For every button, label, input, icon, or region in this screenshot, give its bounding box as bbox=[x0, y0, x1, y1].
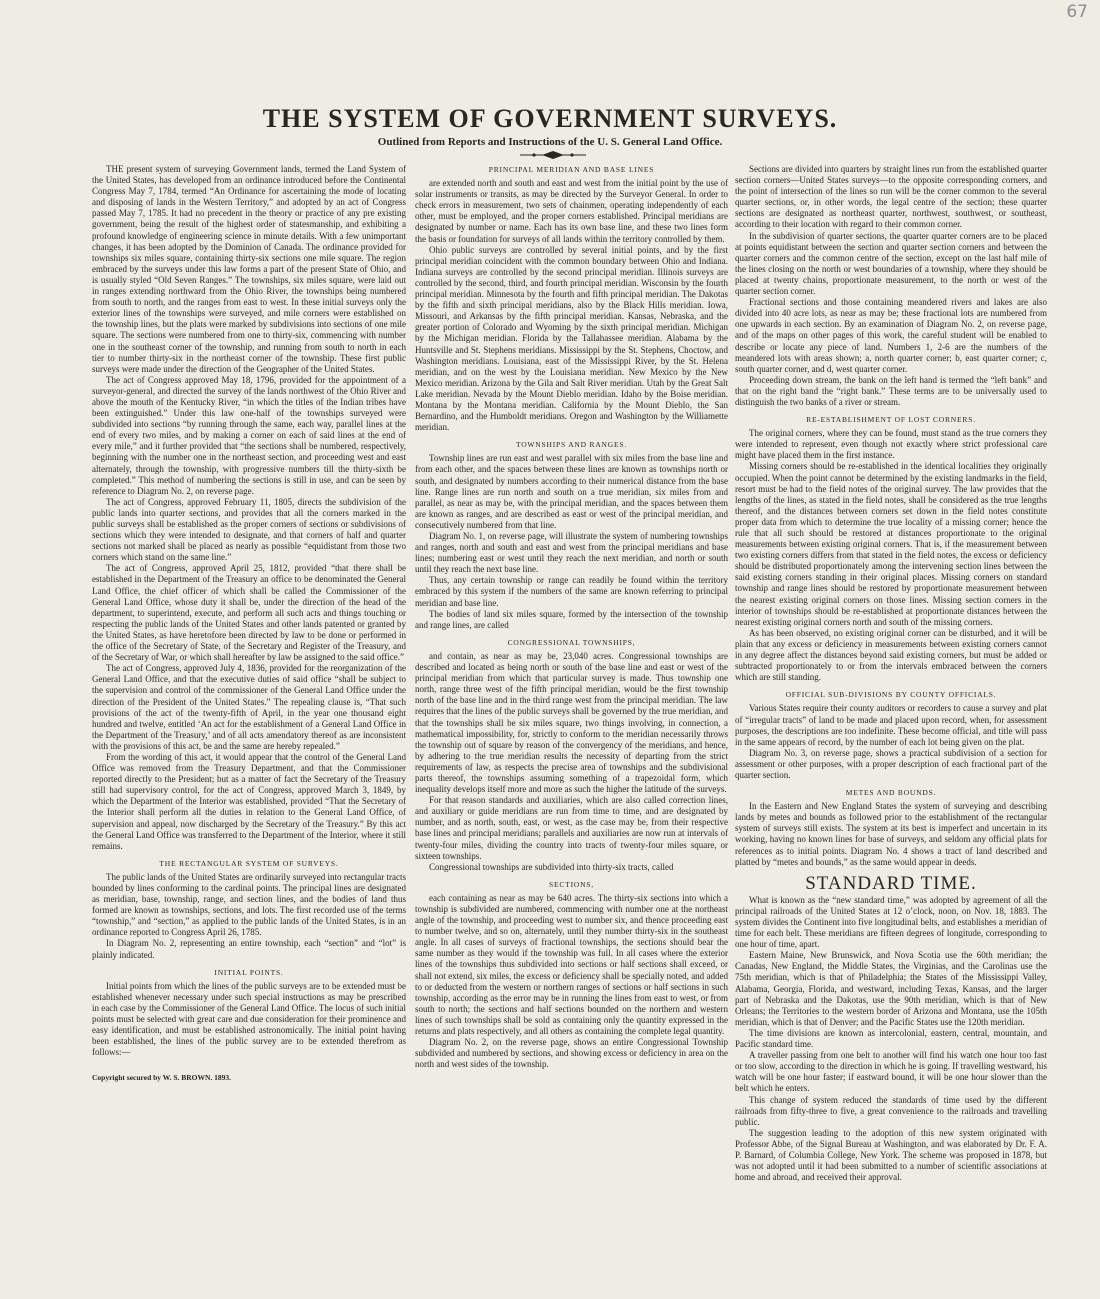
paragraph: The act of Congress, approved April 25, 1812, provided “that there shall be established in the Department of the Treasury an office to be denominated the General Land Office, the chief officer of which shall be called the Commissioner of the General Land Office, whose duty it shall be, under the direction of the head of the department, to superintend, execute, and perform all such acts and things touching or respecting the public lands of the United States and other lands patented or granted by the United States, as have heretofore been directed by law to be done or performed in the office of the Secretary of State, of the Secretary and Register of the Treasury, and of the Secretary of War, or which shall hereafter by law be assigned to the said office.” bbox=[92, 563, 406, 663]
section-heading: THE RECTANGULAR SYSTEM OF SURVEYS. bbox=[159, 858, 339, 868]
paragraph: are extended north and south and east and west from the initial point by the use of solar instruments or transits, as may be directed by the Surveyor General. In order to check errors in measurement, two sets of chainmen, operating independently of each other, must be employed, and the proper corners established. Principal meridians are designated by number or name. Each has its own base line, and these two lines form the basis or foundation for surveys of all lands within the territory controlled by them. bbox=[415, 178, 728, 244]
paragraph: Diagram No. 3, on reverse page, shows a practical subdivision of a section for assessment or other purposes, with a proper description of each fractional part of the quarter section. bbox=[735, 747, 1047, 780]
paragraph: The time divisions are known as intercolonial, eastern, central, mountain, and Pacific standard time. bbox=[735, 1027, 1047, 1050]
page-number: 67 bbox=[1066, 2, 1088, 22]
paragraph: From the wording of this act, it would appear that the control of the General Land Office was removed from the Treasury Department, and that the Commissioner reported directly to the President; but as a matter of fact the Secretary of the Treasury still had supervisory control, for the act of Congress, approved March 3, 1849, by which the Department of the Interior was established, provided “That the Secretary of the Interior shall perform all the duties in relation to the General Land Office, of supervision and appeal, now discharged by the Secretary of the Treasury.” By this act the General Land Office was transferred to the Department of the Interior, where it still remains. bbox=[92, 751, 406, 851]
paragraph: Township lines are run east and west parallel with six miles from the base line and from each other, and the spaces between these lines are known as townships north or south, and designated by numbers according to their numerical distance from the base line. Range lines are run north and south on a true meridian, six miles from and parallel, as near as may be, with the principal meridian, and the spaces between them are known as ranges, and are described as east or west of the principal meridian, and consecutively numbered from that line. bbox=[415, 453, 728, 530]
text-column-middle bbox=[415, 164, 728, 1294]
text-column-right bbox=[735, 164, 1047, 1294]
section-heading: METES AND BOUNDS. bbox=[845, 788, 937, 798]
paragraph: THE present system of surveying Government lands, termed the Land System of the United States, has developed from an ordinance introduced before the Continental Congress May 7, 1784, termed “An Ordinance for ascertaining the mode of locating and disposing of lands in the Western Territory,” and adopted by an act of Congress passed May 7, 1785. It had no precedent in the theory or practice of any pre existing government, being the result of the highest order of statesmanship, and exhibiting a profound knowledge of engineering science in minute details. With a few unimportant changes, it has been adopted by the Dominion of Canada. The ordinance provided for townships six miles square, containing thirty-six sections one mile square. The region embraced by the surveys under this law forms a part of the present State of Ohio, and is usually styled “Old Seven Ranges.” The townships, six miles square, were laid out in ranges extending northward from the Ohio River, the townships being numbered from south to north, and the ranges from east to west. In these initial surveys only the exterior lines of the townships were surveyed, and mile corners were established on the township lines, but the plats were marked by subdivisions into sections of one mile square. The sections were numbered from one to thirty-six, commencing with number one in the southeast corner of the township, and running from south to north in each tier to number thirty-six in the northeast corner of the township. These first public surveys were made under the direction of the Geographer of the United States. bbox=[92, 164, 406, 374]
paragraph: The act of Congress, approved February 11, 1805, directs the subdivision of the public lands into quarter sections, and provides that all the corners marked in the public surveys shall be established as the proper corners of sections or subdivisions of sections which they were intended to designate, and that corners of half and quarter sections not marked shall be placed as nearly as possible “equidistant from those two corners which stand on the same line.” bbox=[92, 496, 406, 563]
paragraph: The original corners, where they can be found, must stand as the true corners they were intended to represent, even though not exactly where strict professional care might have placed them in the first instance. bbox=[735, 428, 1047, 461]
section-heading: CONGRESSIONAL TOWNSHIPS, bbox=[507, 637, 636, 647]
paragraph: In the subdivision of quarter sections, the quarter quarter corners are to be placed at points equidistant between the section and quarter section corners and between the quarter corners and the common centre of the section, except on the last half mile of the lines closing on the north or west boundaries of a township, where they should be placed at twenty chains, proportionate measurement, to the north or west of the quarter section corner. bbox=[735, 230, 1047, 297]
paragraph: The bodies of land six miles square, formed by the intersection of the township and range lines, are called bbox=[415, 608, 728, 630]
paragraph: Missing corners should be re-established in the identical localities they originally occupied. When the point cannot be determined by the existing landmarks in the field, resort must be had to the field notes of the original survey. The law provides that the lengths of the lines, as stated in the field notes, shall be considered as the true lengths thereof, and the distances between corners set down in the field notes constitute proper data from which to determine the true locality of a missing corner; hence the rule that all such should be restored at distances proportionate to the original measurements between existing original corners. That is, if the measurement between two existing corners differs from that stated in the field notes, the excess or deficiency should be distributed proportionately among the intervening section lines between the said existing corners standing in their original places. Missing corners on standard township and range lines should be restored by proportionate measurement between the nearest existing original corners on those lines. Missing section corners in the interior of townships should be re-established at proportionate distances between the nearest existing original corners north and south of the missing corners. bbox=[735, 461, 1047, 627]
paragraph: The act of Congress approved May 18, 1796, provided for the appointment of a surveyor-general, and directed the survey of the lands northwest of the Ohio River and above the mouth of the Kentucky River, “in which the titles of the Indian tribes have been extinguished.” Under this law one-half of the townships surveyed were subdivided into sections “by running through the same, each way, parallel lines at the end of every two miles, and by making a corner on each of said lines at the end of every mile,” and it further provided that “the sections shall be numbered, respectively, beginning with the number one in the northeast section, and proceeding west and east alternately, through the township, with progressive numbers till the thirty-sixth be completed.” This method of numbering the sections is still in use, and can be seen by reference to Diagram No. 2, on reverse page. bbox=[92, 374, 406, 496]
paragraph: The act of Congress, approved July 4, 1836, provided for the reorganization of the General Land Office, and that the executive duties of said office “shall be subject to the supervision and control of the commissioner of the General Land Office under the direction of the President of the United States.” The repealing clause is, “That such provisions of the act of the twenty-fifth of April, in the year one thousand eight hundred and twelve, entitled ‘An act for the establishment of a General Land Office in the Department of the Treasury,’ and of all acts amendatory thereof as are inconsistent with the provisions of this act, be and the same are hereby repealed.” bbox=[92, 663, 406, 751]
paragraph: Initial points from which the lines of the public surveys are to be extended must be established whenever necessary under such special instructions as may be prescribed in each case by the Commissioner of the General Land Office. The locus of such initial points must be selected with great care and due consideration for their prominence and easy identification, and must be established astronomically. The initial point having been established, the lines of the public survey are to be extended therefrom as follows:— bbox=[92, 980, 406, 1058]
paragraph: A traveller passing from one belt to another will find his watch one hour too fast or too slow, according to the direction in which he is going. If travelling westward, his watch will be one hour faster; if eastward bound, it will be one hour slower than the belt which he enters. bbox=[735, 1050, 1047, 1094]
text-column-left bbox=[92, 164, 406, 1284]
paragraph: Various States require their county auditors or recorders to cause a survey and plat of “irregular tracts” of land to be made and placed upon record, when, for assessment purposes, the descriptions are too indefinite. These become official, and title will pass in the same appears of record, by the number of each lot being given on the plat. bbox=[735, 703, 1047, 747]
section-heading: OFFICIAL SUB-DIVISIONS BY COUNTY OFFICIALS. bbox=[785, 690, 997, 700]
paragraph: Proceeding down stream, the bank on the left hand is termed the “left bank” and that on the right band the “right bank.” These terms are to be universally used to distinguish the two banks of a river or stream. bbox=[735, 374, 1047, 407]
paragraph: Ohio public surveys are controlled by several initial points, and by the first principal meridian coincident with the common boundary between Ohio and Indiana. Indiana surveys are controlled by the second principal meridian. Illinois surveys are controlled by the second, third, and fourth principal meridian. Wisconsin by the fourth principal meridian. Minnesota by the fourth and fifth principal meridian. The Dakotas by the fifth and sixth principal meridians, also by the Black Hills meridian. Iowa, Missouri, and Arkansas by the fifth principal meridian. Kansas, Nebraska, and the greater portion of Colorado and Wyoming by the sixth principal meridian. Michigan by the Michigan meridian. Florida by the Tallahassee meridian. Alabama by the Huntsville and St. Stephens meridians. Mississippi by the St. Stephens, Choctow, and Washington meridians. Louisiana, east of the Mississippi River, by the St. Helena meridian, and on the west by the Louisiana meridian. New Mexico by the New Mexico meridian. Arizona by the Gila and Salt River meridian. Utah by the Great Salt Lake meridian. Nevada by the Mount Dieblo meridian. Idaho by the Boise meridian. Montana by the Montana meridian. California by the Mount Dieblo, the San Bernardino, and the Humboldt meridians. Oregon and Washington by the Williamette meridian. bbox=[415, 244, 728, 433]
paragraph: and contain, as near as may be, 23,040 acres. Congressional townships are described and located as being north or south of the base line and east or west of the principal meridian from which that particular survey is made. Thus township one north, range three west of the fifth principal meridian, would be the first township north of the base line and in the third range west from the principal meridian. The law requires that the lines of the public surveys shall be governed by the true meridian, and that the townships shall be six miles square, two things involving, in connection, a mathematical impossibility, for, strictly to conform to the meridian necessarily throws the township out of square by reason of the convergency of the meridians, and hence, by adhering to the true meridian results the necessity of departing from the strict requirements of law, as respects the precise area of townships and the subdivisional parts thereof, the townships assuming something of a trapezoidal form, which inequality develops itself more and more as such the higher the latitude of the surveys. bbox=[415, 650, 728, 795]
paragraph: Diagram No. 2, on the reverse page, shows an entire Congressional Township subdivided and numbered by sections, and showing excess or deficiency in area on the north and west sides of the township. bbox=[415, 1037, 728, 1070]
paragraph: The public lands of the United States are ordinarily surveyed into rectangular tracts bounded by lines conforming to the cardinal points. The principal lines are designated as meridian, base, township, range, and section lines, and the bodies of land thus formed are known as townships, sections, and lots. The first recorded use of the terms “township,” and “section,” as applied to the public lands of the United States, is in an ordinance reported to Congress April 26, 1785. bbox=[92, 871, 406, 938]
paragraph: This change of system reduced the standards of time used by the different railroads from fifty-three to five, a great convenience to the railroads and travelling public. bbox=[735, 1094, 1047, 1127]
standard-time-heading: STANDARD TIME. bbox=[805, 872, 977, 894]
document-subtitle: Outlined from Reports and Instructions of the U. S. General Land Office. bbox=[377, 136, 723, 148]
document-title: THE SYSTEM OF GOVERNMENT SURVEYS. bbox=[262, 104, 838, 133]
paragraph: Sections are divided into quarters by straight lines run from the established quarter section corners—United States surveys—to the opposite corresponding corners, and the point of intersection of the lines so run will be the corner common to the several quarter sections, or, in other words, the legal centre of the section; these quarter sections are designated as northeast quarter, northwest, southwest, or southeast, according to their location with regard to their common corner. bbox=[735, 164, 1047, 230]
paragraph: For that reason standards and auxiliaries, which are also called correction lines, and auxiliary or guide meridians are run from time to time, and are designated by number, and as north, south, east, or west, as the case may be, from their respective base lines and principal meridians; parallels and auxiliaries are now run at intervals of twenty-four miles, dividing the country into tracts of twenty-four miles square, or sixteen townships. bbox=[415, 795, 728, 861]
paragraph: In the Eastern and New England States the system of surveying and describing lands by metes and bounds as followed prior to the establishment of the rectangular system of surveys still exists. The system at its best is imperfect and uncertain in its working, having no known lines for base of surveys, and seldom any official plats for references as to initial points. Diagram No. 4 shows a tract of land described and platted by “metes and bounds,” as the same would appear in deeds. bbox=[735, 801, 1047, 867]
section-heading: TOWNSHIPS AND RANGES. bbox=[515, 440, 628, 450]
paragraph: Eastern Maine, New Brunswick, and Nova Scotia use the 60th meridian; the Canadas, New England, the Middle States, the Virginias, and the Carolinas use the 75th meridian, which is that of Philadelphia; the States of the Mississippi Valley, Alabama, Georgia, Florida, and westward, including Texas, Kansas, and the larger part of Nebraska and the Dakotas, use the 90th meridian, which is that of New Orleans; the Territories to the western border of Arizona and Montana, use the 105th meridian, which is that of Denver; and the Pacific States use the 120th meridian. bbox=[735, 950, 1047, 1027]
paragraph: Thus, any certain township or range can readily be found within the territory embraced by this system if the numbers of the same are known referring to principal meridian and base line. bbox=[415, 575, 728, 608]
paragraph: Congressional townships are subdivided into thirty-six tracts, called bbox=[429, 861, 674, 872]
paragraph: Diagram No. 1, on reverse page, will illustrate the system of numbering townships and ranges, north and south and east and west from the principal meridians and base lines; numbering east or west until they reach the next meridian, and north or south until they reach the next base line. bbox=[415, 531, 728, 575]
paragraph: What is known as the “new standard time,” was adopted by agreement of all the principal railroads of the United States at 12 o’clock, noon, on Nov. 18, 1883. The system divides the Continent into five longitudinal belts, and establishes a meridian of time for each belt. These meridians are fifteen degrees of longitude, corresponding to one hour of time, apart. bbox=[735, 894, 1047, 950]
paragraph: As has been observed, no existing original corner can be disturbed, and it will be plain that any excess or deficiency in measurements between existing corners cannot in any degree affect the distances beyond said existing corners, but must be added or subtracted proportionately to or from the intervals embraced between the corners which are still standing. bbox=[735, 627, 1047, 683]
section-heading: INITIAL POINTS. bbox=[214, 967, 284, 977]
paragraph: Fractional sections and those containing meandered rivers and lakes are also divided into 40 acre lots, as near as may be; these fractional lots are numbered from one upwards in each section. By an examination of Diagram No. 2, on reverse page, and of the maps on other pages of this work, the careful student will be enabled to describe or locate any piece of land. Numbers 1, 2-6 are the numbers of the meandered lots with areas shown; a, north quarter corner; b, east quarter corner; c, south quarter corner, and d, west quarter corner. bbox=[735, 297, 1047, 374]
paragraph: each containing as near as may be 640 acres. The thirty-six sections into which a township is subdivided are numbered, commencing with number one at the northeast angle of the township, and proceeding west to number six, and thence proceeding east to number twelve, and so on, alternately, until they number thirty-six in the southeast angle. In all cases of surveys of fractional townships, the sections should bear the same number as they would if the township was full. In all cases where the exterior lines of the townships thus subdivided into sections or half sections shall exceed, or shall not extend, six miles, the excess or deficiency shall be specially noted, and added to or deducted from the western or northern ranges of sections or half sections in such township, according as the error may be in running the lines from east to west, or from south to north; the sections and half sections bounded on the northern and western lines of such townships shall be sold as containing only the quantity expressed in the returns and plats respectively, and all others as containing the complete legal quantity. bbox=[415, 892, 728, 1037]
section-heading: RE-ESTABLISHMENT OF LOST CORNERS. bbox=[806, 415, 976, 425]
section-heading: SECTIONS, bbox=[549, 879, 594, 889]
paragraph: The suggestion leading to the adoption of this new system originated with Professor Abbe, of the Signal Bureau at Washington, and was elaborated by Dr. F. A. P. Barnard, of Columbia College, New York. The scheme was proposed in 1878, but was not adopted until it had been submitted to a number of scientific associations at home and abroad, and received their approval. bbox=[735, 1127, 1047, 1183]
ornament-divider bbox=[520, 151, 586, 159]
copyright-notice: Copyright secured by W. S. BROWN. 1893. bbox=[92, 1073, 232, 1083]
paragraph: In Diagram No. 2, representing an entire township, each “section” and “lot” is plainly indicated. bbox=[92, 938, 406, 960]
section-heading: PRINCIPAL MERIDIAN AND BASE LINES bbox=[488, 165, 655, 174]
